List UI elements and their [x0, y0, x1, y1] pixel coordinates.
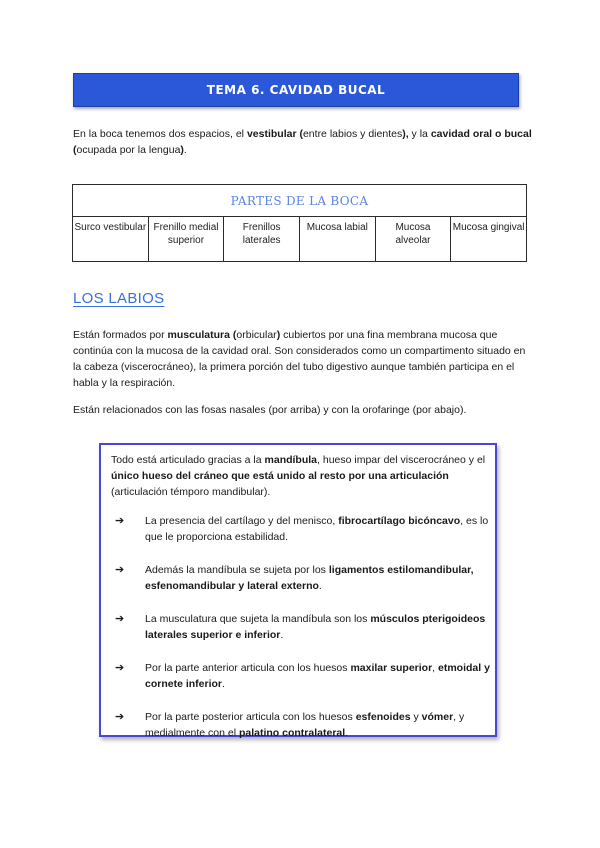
- intro-text: En la boca tenemos dos espacios, el: [73, 128, 247, 140]
- item-text: .: [318, 580, 322, 592]
- item-text: Por la parte posterior articula con los huesos: [145, 711, 356, 723]
- item-text: , es lo que le proporciona estabilidad.: [145, 515, 489, 543]
- list-item: [111, 513, 491, 545]
- item-bold: vómer: [421, 711, 454, 723]
- arrow-icon: ➔: [115, 515, 125, 527]
- table-cell: Mucosa labial: [299, 217, 375, 262]
- table-cell: Frenillos laterales: [224, 217, 300, 262]
- item-bold: etmoidal y cornete inferior: [145, 662, 490, 690]
- mouth-parts-table: [72, 184, 527, 262]
- item-text: ,: [432, 662, 438, 674]
- item-bold: ligamentos estilomandibular, esfenomandibular y lateral externo: [145, 564, 474, 592]
- item-text: .: [222, 678, 225, 690]
- intro-text: .: [183, 144, 187, 156]
- para-text: orbicular: [236, 329, 277, 341]
- page-title-banner: [73, 73, 519, 107]
- intro-bold: ),: [402, 128, 409, 140]
- table-cell: Mucosa gingival: [451, 217, 527, 262]
- intro-bold: cavidad oral o bucal (: [73, 128, 532, 156]
- intro-text: entre labios y dientes: [302, 128, 403, 140]
- item-text: .: [345, 727, 349, 739]
- mandible-info-box: [99, 443, 497, 737]
- section-title-labios: LOS LABIOS: [73, 290, 165, 307]
- table-header-row: [73, 185, 527, 217]
- box-text: Todo está articulado gracias a la: [111, 454, 265, 466]
- item-text: Por la parte anterior articula con los huesos: [145, 662, 351, 674]
- intro-bold: ): [180, 144, 184, 156]
- table-cell: Mucosa alveolar: [375, 217, 451, 262]
- arrow-icon: ➔: [115, 613, 125, 625]
- table-cell: Surco vestibular: [73, 217, 149, 262]
- intro-paragraph: [73, 126, 533, 158]
- list-item: [111, 562, 491, 594]
- box-intro: [111, 452, 491, 500]
- item-text: La musculatura que sujeta la mandíbula son los: [145, 613, 371, 625]
- item-text: y: [410, 711, 422, 723]
- table-header: PARTES DE LA BOCA: [73, 185, 527, 217]
- arrow-icon: ➔: [115, 662, 125, 674]
- item-text: Además la mandíbula se sujeta por los: [145, 564, 329, 576]
- list-item: [111, 709, 491, 741]
- box-bold: mandíbula: [264, 454, 318, 466]
- labios-paragraph: [73, 327, 533, 391]
- bullet-list: [111, 513, 491, 758]
- item-bold: músculos pterigoideos laterales superior e inferior: [145, 613, 486, 641]
- item-bold: palatino contralateral: [238, 727, 346, 739]
- item-text: , y medialmente con el: [145, 711, 465, 739]
- arrow-icon: ➔: [115, 564, 125, 576]
- para-bold: ): [276, 329, 281, 341]
- item-bold: fibrocartílago bicóncavo: [338, 515, 461, 527]
- intro-text: y la: [408, 128, 431, 140]
- box-text: , hueso impar del viscerocráneo y el: [317, 454, 486, 466]
- item-text: .: [280, 629, 284, 641]
- table-cell: Frenillo medial superior: [148, 217, 224, 262]
- para-text: Están formados por: [73, 329, 168, 341]
- item-bold: esfenoides: [355, 711, 411, 723]
- item-bold: maxilar superior: [350, 662, 433, 674]
- box-bold: único hueso del cráneo que está unido al resto por una articulación: [111, 470, 449, 482]
- table-row: [73, 217, 527, 262]
- item-text: La presencia del cartílago y del menisco,: [145, 515, 339, 527]
- para-text: cubiertos por una fina membrana mucosa que continúa con la mucosa de la cavidad oral. Son considerados como un compartimento situado en la cabeza (viscerocráneo), la primera porción del tubo digestivo aunque también participa en el habla y la respiración.: [73, 329, 526, 389]
- list-item: [111, 660, 491, 692]
- para-bold: musculatura (: [167, 329, 237, 341]
- box-text: (articulación témporo mandibular).: [111, 486, 271, 498]
- page-title: TEMA 6. CAVIDAD BUCAL: [206, 83, 386, 97]
- intro-bold: vestibular (: [246, 128, 303, 140]
- list-item: [111, 611, 491, 643]
- intro-text: ocupada por la lengua: [76, 144, 181, 156]
- relations-paragraph: Están relacionados con las fosas nasales (por arriba) y con la orofaringe (por abajo).: [73, 404, 467, 416]
- arrow-icon: ➔: [115, 711, 125, 723]
